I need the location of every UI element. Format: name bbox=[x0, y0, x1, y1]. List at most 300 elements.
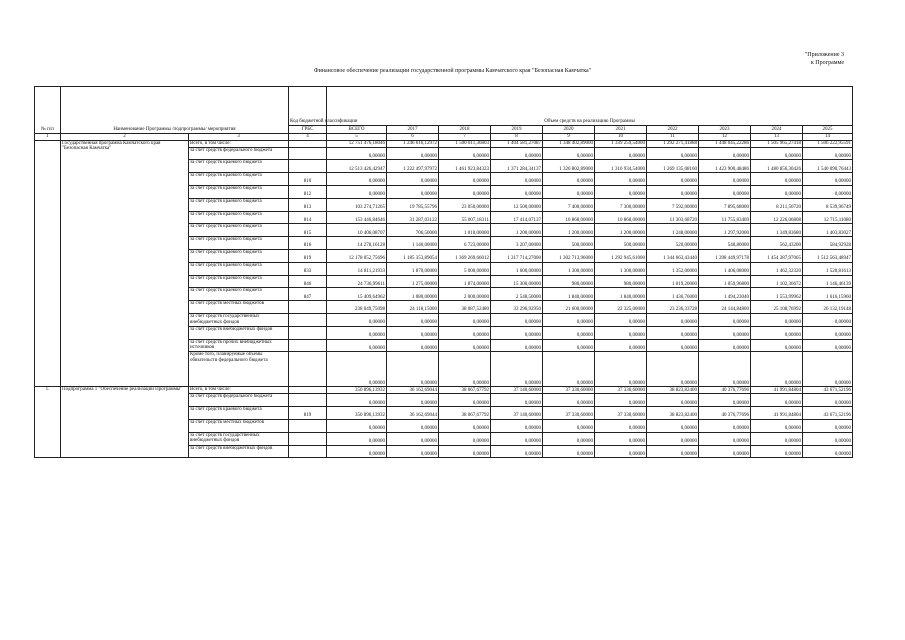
funding-source: за счет средств краевого бюджета bbox=[189, 173, 289, 186]
funding-source: за счет средств краевого бюджета bbox=[189, 288, 289, 301]
header-row bbox=[35, 87, 853, 126]
amount-cell: 0,00000 bbox=[647, 147, 699, 160]
amount-cell: 584,92928 bbox=[803, 237, 853, 250]
header-year-6: 2022 bbox=[647, 126, 699, 134]
amount-cell: 19 785,55796 bbox=[387, 198, 439, 211]
column-index-12: 12 bbox=[699, 134, 751, 141]
amount-cell: 0,00000 bbox=[751, 185, 803, 198]
amount-cell: 8 211,50720 bbox=[751, 198, 803, 211]
amount-cell: 0,00000 bbox=[751, 147, 803, 160]
column-index-7: 7 bbox=[439, 134, 491, 141]
amount-cell: 7 895,68000 bbox=[699, 198, 751, 211]
column-index-5: 5 bbox=[327, 134, 387, 141]
amount-cell: 0,00000 bbox=[699, 313, 751, 326]
amount-cell: 1 436,76000 bbox=[647, 288, 699, 301]
appendix-note bbox=[748, 52, 844, 67]
amount-cell: 1 344 663,43440 bbox=[647, 249, 699, 262]
amount-cell: 0,00000 bbox=[387, 339, 439, 352]
amount-cell: 0,00000 bbox=[439, 147, 491, 160]
amount-cell: 0,00000 bbox=[699, 419, 751, 432]
amount-cell: 1 140,00000 bbox=[387, 237, 439, 250]
amount-cell: 0,00000 bbox=[751, 432, 803, 445]
amount-cell: 0,00000 bbox=[803, 432, 853, 445]
amount-cell: 153 446,84646 bbox=[327, 211, 387, 224]
amount-cell: 0,00000 bbox=[543, 147, 595, 160]
amount-cell: 0,00000 bbox=[595, 173, 647, 186]
amount-cell: 0,00000 bbox=[803, 326, 853, 339]
amount-cell: 11 303,68720 bbox=[647, 211, 699, 224]
amount-cell: 0,00000 bbox=[699, 326, 751, 339]
amount-cell: 1 275,00000 bbox=[387, 275, 439, 288]
amount-cell: 1 292 945,61000 bbox=[595, 249, 647, 262]
amount-cell: 38 087,52480 bbox=[439, 301, 491, 314]
funding-source: за счет средств федерального бюджета bbox=[189, 147, 289, 160]
document-title: Финансовое обеспечение реализации государственной программы Камчатского края "Безопасная Камчатка" bbox=[313, 68, 592, 74]
amount-cell: 0,00000 bbox=[595, 445, 647, 458]
amount-cell: 0,00000 bbox=[439, 445, 491, 458]
amount-cell: 23 236,33728 bbox=[647, 301, 699, 314]
amount-cell: 0,00000 bbox=[803, 173, 853, 186]
column-index-14: 14 bbox=[803, 134, 853, 141]
amount-cell: 1 300,00000 bbox=[595, 262, 647, 275]
amount-cell: 15 409,64962 bbox=[327, 288, 387, 301]
amount-cell: 0,00000 bbox=[491, 419, 543, 432]
amount-cell: 12 715,11080 bbox=[803, 211, 853, 224]
column-index-8: 8 bbox=[491, 134, 543, 141]
amount-cell: 0,00000 bbox=[543, 419, 595, 432]
amount-cell: 0,00000 bbox=[387, 394, 439, 407]
header-code: Код бюджетной классификации bbox=[289, 87, 327, 126]
grbs-code: 815 bbox=[289, 224, 327, 237]
amount-cell: 55 007,18311 bbox=[439, 211, 491, 224]
amount-cell: 0,00000 bbox=[327, 173, 387, 186]
amount-cell: 0,00000 bbox=[387, 185, 439, 198]
amount-cell: 12 513 426,42947 bbox=[327, 160, 387, 173]
amount-cell: 0,00000 bbox=[751, 445, 803, 458]
grbs-code bbox=[289, 313, 327, 326]
amount-cell: 1 520,81613 bbox=[803, 262, 853, 275]
amount-cell: 0,00000 bbox=[699, 185, 751, 198]
amount-cell: 0,00000 bbox=[387, 445, 439, 458]
funding-source: за счет средств внебюджетных фондов bbox=[189, 445, 289, 458]
header-year-5: 2021 bbox=[595, 126, 647, 134]
amount-cell: 1 200,00000 bbox=[491, 224, 543, 237]
amount-cell: 1 461 923,84323 bbox=[439, 160, 491, 173]
funding-source: за счет средств краевого бюджета bbox=[189, 237, 289, 250]
header-num: № п/п bbox=[35, 87, 61, 134]
grbs-code bbox=[289, 140, 327, 147]
amount-cell: 22 325,00000 bbox=[595, 301, 647, 314]
amount-cell: 1 505 965,27418 bbox=[751, 140, 803, 147]
amount-cell: 0,00000 bbox=[439, 432, 491, 445]
amount-cell: 0,00000 bbox=[595, 419, 647, 432]
amount-cell: 37 330,60000 bbox=[543, 407, 595, 420]
amount-cell: 0,00000 bbox=[491, 339, 543, 352]
amount-cell: 5 000,00000 bbox=[439, 262, 491, 275]
amount-cell: 2 548,50000 bbox=[491, 288, 543, 301]
grbs-code: 812 bbox=[289, 185, 327, 198]
amount-cell: 1 840,00000 bbox=[595, 288, 647, 301]
header-year-4: 2020 bbox=[543, 126, 595, 134]
amount-cell: 0,00000 bbox=[439, 419, 491, 432]
amount-cell: 37 140,60000 bbox=[491, 407, 543, 420]
amount-cell: 40 376,77696 bbox=[699, 407, 751, 420]
amount-cell: 0,00000 bbox=[327, 394, 387, 407]
funding-source: Всего, в том числе: bbox=[189, 387, 289, 394]
funding-source: за счет средств государственных внебюджетных фондов bbox=[189, 432, 289, 445]
amount-cell: 38 823,82400 bbox=[647, 407, 699, 420]
amount-cell: 1 403,83027 bbox=[803, 224, 853, 237]
amount-cell: 23 050,00000 bbox=[439, 198, 491, 211]
amount-cell: 103 274,71265 bbox=[327, 198, 387, 211]
amount-cell: 0,00000 bbox=[595, 352, 647, 387]
amount-cell: 1 339 259,54000 bbox=[595, 140, 647, 147]
amount-cell: 0,00000 bbox=[439, 394, 491, 407]
amount-cell: 0,00000 bbox=[595, 339, 647, 352]
amount-cell: 0,00000 bbox=[543, 326, 595, 339]
amount-cell: 0,00000 bbox=[327, 339, 387, 352]
amount-cell: 1 512 563,48947 bbox=[803, 249, 853, 262]
amount-cell: 1 616,15960 bbox=[803, 288, 853, 301]
amount-cell: 37 330,60000 bbox=[543, 387, 595, 394]
amount-cell: 0,00000 bbox=[595, 394, 647, 407]
amount-cell: 31 287,03122 bbox=[387, 211, 439, 224]
amount-cell: 1 398 449,97178 bbox=[699, 249, 751, 262]
amount-cell: 0,00000 bbox=[647, 313, 699, 326]
amount-cell: 0,00000 bbox=[803, 394, 853, 407]
amount-cell: 1 326 802,89000 bbox=[543, 160, 595, 173]
amount-cell: 0,00000 bbox=[751, 313, 803, 326]
amount-cell: 37 330,60000 bbox=[595, 407, 647, 420]
funding-source: Всего, в том числе: bbox=[189, 140, 289, 147]
financing-table bbox=[34, 86, 853, 458]
amount-cell: 15 300,00000 bbox=[491, 275, 543, 288]
amount-cell: 0,00000 bbox=[647, 419, 699, 432]
funding-source: за счет средств краевого бюджета bbox=[189, 160, 289, 173]
amount-cell: 1 423 900,48486 bbox=[699, 160, 751, 173]
amount-cell: 12 500,00000 bbox=[491, 198, 543, 211]
funding-source: за счет средств краевого бюджета bbox=[189, 224, 289, 237]
amount-cell: 1 080,00000 bbox=[387, 288, 439, 301]
amount-cell: 7 300,00000 bbox=[595, 198, 647, 211]
amount-cell: 0,00000 bbox=[647, 173, 699, 186]
amount-cell: 0,00000 bbox=[387, 432, 439, 445]
amount-cell: 0,00000 bbox=[387, 313, 439, 326]
amount-cell: 0,00000 bbox=[491, 313, 543, 326]
grbs-code: 833 bbox=[289, 262, 327, 275]
amount-cell: 0,00000 bbox=[803, 313, 853, 326]
funding-source: за счет средств государственных внебюджетных фондов bbox=[189, 313, 289, 326]
amount-cell: 980,00000 bbox=[595, 275, 647, 288]
amount-cell: 0,00000 bbox=[327, 326, 387, 339]
amount-cell: 1 540 090,76443 bbox=[803, 160, 853, 173]
amount-cell: 0,00000 bbox=[751, 419, 803, 432]
amount-cell: 0,00000 bbox=[491, 147, 543, 160]
amount-cell: 0,00000 bbox=[647, 185, 699, 198]
amount-cell: 1 297,92000 bbox=[699, 224, 751, 237]
table-row bbox=[35, 387, 853, 394]
column-index-13: 13 bbox=[751, 134, 803, 141]
header-year-1: 2017 bbox=[387, 126, 439, 134]
program-name: Подпрограмма 1 "Обеспечение реализации Программы" bbox=[61, 387, 189, 458]
amount-cell: 0,00000 bbox=[595, 432, 647, 445]
amount-cell: 26 132,19148 bbox=[803, 301, 853, 314]
amount-cell: 3 207,00000 bbox=[491, 237, 543, 250]
amount-cell: 1 406,08000 bbox=[699, 262, 751, 275]
funding-source: за счет средств краевого бюджета bbox=[189, 198, 289, 211]
amount-cell: 1 102,36672 bbox=[751, 275, 803, 288]
amount-cell: 1 010,00000 bbox=[439, 224, 491, 237]
amount-cell: 0,00000 bbox=[803, 445, 853, 458]
grbs-code: 810 bbox=[289, 173, 327, 186]
amount-cell: 0,00000 bbox=[647, 339, 699, 352]
amount-cell: 0,00000 bbox=[699, 173, 751, 186]
amount-cell: 980,00000 bbox=[543, 275, 595, 288]
amount-cell: 21 600,00000 bbox=[543, 301, 595, 314]
amount-cell: 520,00000 bbox=[647, 237, 699, 250]
header-year-2: 2018 bbox=[439, 126, 491, 134]
amount-cell: 0,00000 bbox=[327, 419, 387, 432]
amount-cell: 14 811,21933 bbox=[327, 262, 387, 275]
grbs-code: 814 bbox=[289, 211, 327, 224]
amount-cell: 0,00000 bbox=[647, 326, 699, 339]
amount-cell: 0,00000 bbox=[699, 445, 751, 458]
amount-cell: 1 292 271,41888 bbox=[647, 140, 699, 147]
amount-cell: 0,00000 bbox=[543, 394, 595, 407]
amount-cell: 1 462,32320 bbox=[751, 262, 803, 275]
grbs-code: 847 bbox=[289, 288, 327, 301]
column-index-9: 9 bbox=[543, 134, 595, 141]
grbs-code bbox=[289, 326, 327, 339]
grbs-code bbox=[289, 394, 327, 407]
amount-cell: 0,00000 bbox=[439, 313, 491, 326]
amount-cell: 7 592,00000 bbox=[647, 198, 699, 211]
amount-cell: 0,00000 bbox=[491, 173, 543, 186]
amount-cell: 0,00000 bbox=[387, 352, 439, 387]
amount-cell: 0,00000 bbox=[647, 445, 699, 458]
amount-cell: 1 506 222,95591 bbox=[803, 140, 853, 147]
amount-cell: 0,00000 bbox=[543, 339, 595, 352]
funding-source: за счет средств местных бюджетов bbox=[189, 301, 289, 314]
amount-cell: 0,00000 bbox=[699, 432, 751, 445]
amount-cell: 0,00000 bbox=[327, 185, 387, 198]
amount-cell: 1 348 402,89000 bbox=[543, 140, 595, 147]
amount-cell: 12 751 476,18046 bbox=[327, 140, 387, 147]
grbs-code bbox=[289, 352, 327, 387]
appendix-line-1: "Приложение 3 bbox=[804, 52, 844, 58]
amount-cell: 11 755,83469 bbox=[699, 211, 751, 224]
header-index-row bbox=[35, 134, 853, 141]
funding-source: за счет средств краевого бюджета bbox=[189, 185, 289, 198]
amount-cell: 38 067,67792 bbox=[439, 387, 491, 394]
funding-source: за счет средств краевого бюджета bbox=[189, 249, 289, 262]
program-name: Государственная программа Камчатского края "Безопасная Камчатка" bbox=[61, 140, 189, 387]
amount-cell: 24 736,99611 bbox=[327, 275, 387, 288]
column-index-1: 1 bbox=[35, 134, 61, 141]
funding-source: за счет средств краевого бюджета bbox=[189, 275, 289, 288]
amount-cell: 0,00000 bbox=[439, 173, 491, 186]
column-index-6: 6 bbox=[387, 134, 439, 141]
amount-cell: 1 146,46139 bbox=[803, 275, 853, 288]
column-index-2: 2 bbox=[61, 134, 189, 141]
amount-cell: 1 200,00000 bbox=[543, 224, 595, 237]
amount-cell: 1 059,96800 bbox=[699, 275, 751, 288]
amount-cell: 40 376,77696 bbox=[699, 387, 751, 394]
grbs-code: 819 bbox=[289, 249, 327, 262]
amount-cell: 7 400,00000 bbox=[543, 198, 595, 211]
amount-cell: 0,00000 bbox=[647, 352, 699, 387]
amount-cell: 0,00000 bbox=[803, 419, 853, 432]
amount-cell: 562,43200 bbox=[751, 237, 803, 250]
amount-cell: 0,00000 bbox=[387, 326, 439, 339]
amount-cell: 0,00000 bbox=[647, 394, 699, 407]
amount-cell: 8 539,96749 bbox=[803, 198, 853, 211]
amount-cell: 0,00000 bbox=[751, 339, 803, 352]
amount-cell: 0,00000 bbox=[491, 352, 543, 387]
amount-cell: 1 600,00000 bbox=[491, 262, 543, 275]
amount-cell: 0,00000 bbox=[491, 445, 543, 458]
amount-cell: 37 330,60000 bbox=[595, 387, 647, 394]
amount-cell: 0,00000 bbox=[491, 326, 543, 339]
amount-cell: 6 723,00000 bbox=[439, 237, 491, 250]
amount-cell: 0,00000 bbox=[595, 326, 647, 339]
funding-source: за счет средств внебюджетных фондов bbox=[189, 326, 289, 339]
column-index-3: 3 bbox=[189, 134, 289, 141]
amount-cell: 0,00000 bbox=[327, 445, 387, 458]
amount-cell: 0,00000 bbox=[803, 339, 853, 352]
amount-cell: 500,00000 bbox=[543, 237, 595, 250]
funding-source: за счет средств прочих внебюджетных источников bbox=[189, 339, 289, 352]
amount-cell: 1 300,00000 bbox=[543, 262, 595, 275]
amount-cell: 0,00000 bbox=[543, 432, 595, 445]
amount-cell: 24 144,84800 bbox=[699, 301, 751, 314]
header-year-0: ВСЕГО bbox=[327, 126, 387, 134]
amount-cell: 0,00000 bbox=[751, 394, 803, 407]
grbs-code bbox=[289, 445, 327, 458]
header-year-3: 2019 bbox=[491, 126, 543, 134]
amount-cell: 0,00000 bbox=[595, 313, 647, 326]
amount-cell: 350 896,13932 bbox=[327, 387, 387, 394]
amount-cell: 0,00000 bbox=[439, 352, 491, 387]
amount-cell: 43 671,52196 bbox=[803, 407, 853, 420]
amount-cell: 36 162,69044 bbox=[387, 387, 439, 394]
amount-cell: 12 226,06808 bbox=[751, 211, 803, 224]
grbs-code bbox=[289, 387, 327, 394]
amount-cell: 1 248,00000 bbox=[647, 224, 699, 237]
amount-cell: 0,00000 bbox=[543, 185, 595, 198]
amount-cell: 10 868,00000 bbox=[543, 211, 595, 224]
amount-cell: 24 118,15000 bbox=[387, 301, 439, 314]
amount-cell: 1 185 353,89054 bbox=[387, 249, 439, 262]
amount-cell: 0,00000 bbox=[491, 432, 543, 445]
column-index-10: 10 bbox=[595, 134, 647, 141]
amount-cell: 0,00000 bbox=[751, 173, 803, 186]
amount-cell: 1 302 713,96000 bbox=[543, 249, 595, 262]
appendix-line-2: к Программе bbox=[810, 59, 844, 66]
amount-cell: 41 991,84804 bbox=[751, 387, 803, 394]
grbs-code: 813 bbox=[289, 198, 327, 211]
amount-cell: 38 823,82400 bbox=[647, 387, 699, 394]
amount-cell: 0,00000 bbox=[327, 313, 387, 326]
column-index-11: 11 bbox=[647, 134, 699, 141]
amount-cell: 1 222 497,97972 bbox=[387, 160, 439, 173]
amount-cell: 0,00000 bbox=[387, 173, 439, 186]
amount-cell: 0,00000 bbox=[439, 339, 491, 352]
grbs-code bbox=[289, 160, 327, 173]
amount-cell: 0,00000 bbox=[803, 352, 853, 387]
amount-cell: 1 316 934,54000 bbox=[595, 160, 647, 173]
amount-cell: 0,00000 bbox=[803, 185, 853, 198]
grbs-code bbox=[289, 432, 327, 445]
amount-cell: 1 200,00000 bbox=[595, 224, 647, 237]
header-year-9: 2025 bbox=[803, 126, 853, 134]
header-year-7: 2023 bbox=[699, 126, 751, 134]
funding-source: за счет средств краевого бюджета bbox=[189, 262, 289, 275]
amount-cell: 1 352,00000 bbox=[647, 262, 699, 275]
amount-cell: 1 349,83680 bbox=[751, 224, 803, 237]
amount-cell: 238 049,75098 bbox=[327, 301, 387, 314]
amount-cell: 0,00000 bbox=[543, 445, 595, 458]
column-index-4: 4 bbox=[289, 134, 327, 141]
amount-cell: 1 369 269,66012 bbox=[439, 249, 491, 262]
amount-cell: 17 414,07137 bbox=[491, 211, 543, 224]
amount-cell: 0,00000 bbox=[439, 185, 491, 198]
amount-cell: 1 317 714,27000 bbox=[491, 249, 543, 262]
amount-cell: 37 140,60000 bbox=[491, 387, 543, 394]
amount-cell: 1 371 284,34137 bbox=[491, 160, 543, 173]
amount-cell: 1 404 581,27087 bbox=[491, 140, 543, 147]
amount-cell: 0,00000 bbox=[647, 432, 699, 445]
amount-cell: 540,80000 bbox=[699, 237, 751, 250]
amount-cell: 14 278,16128 bbox=[327, 237, 387, 250]
row-number bbox=[35, 140, 61, 387]
amount-cell: 43 671,52196 bbox=[803, 387, 853, 394]
amount-cell: 38 067,67792 bbox=[439, 407, 491, 420]
grbs-code bbox=[289, 301, 327, 314]
grbs-code: 816 bbox=[289, 237, 327, 250]
amount-cell: 36 162,69044 bbox=[387, 407, 439, 420]
amount-cell: 1 480 856,30426 bbox=[751, 160, 803, 173]
amount-cell: 0,00000 bbox=[439, 326, 491, 339]
amount-cell: 0,00000 bbox=[327, 432, 387, 445]
amount-cell: 0,00000 bbox=[387, 147, 439, 160]
amount-cell: 0,00000 bbox=[699, 394, 751, 407]
amount-cell: 10 868,00000 bbox=[595, 211, 647, 224]
amount-cell: 0,00000 bbox=[699, 352, 751, 387]
amount-cell: 0,00000 bbox=[327, 147, 387, 160]
funding-source: Кроме того, планируемые объемы обязательств федерального бюджета bbox=[189, 352, 289, 387]
header-name: Наименование Программы /подпрограммы/ мероприятия bbox=[61, 87, 289, 134]
header-year-8: 2024 bbox=[751, 126, 803, 134]
row-number: 1. bbox=[35, 387, 61, 458]
amount-cell: 41 991,84804 bbox=[751, 407, 803, 420]
amount-cell: 10 406,08707 bbox=[327, 224, 387, 237]
grbs-code bbox=[289, 147, 327, 160]
amount-cell: 1 019,20000 bbox=[647, 275, 699, 288]
amount-cell: 0,00000 bbox=[699, 147, 751, 160]
amount-cell: 0,00000 bbox=[327, 352, 387, 387]
amount-cell: 0,00000 bbox=[491, 185, 543, 198]
amount-cell: 350 896,13932 bbox=[327, 407, 387, 420]
grbs-code: 846 bbox=[289, 275, 327, 288]
amount-cell: 0,00000 bbox=[491, 394, 543, 407]
amount-cell: 0,00000 bbox=[751, 326, 803, 339]
amount-cell: 1 870,00000 bbox=[387, 262, 439, 275]
amount-cell: 1 269 135,08160 bbox=[647, 160, 699, 173]
amount-cell: 706,50000 bbox=[387, 224, 439, 237]
amount-cell: 0,00000 bbox=[803, 147, 853, 160]
amount-cell: 33 296,92950 bbox=[491, 301, 543, 314]
